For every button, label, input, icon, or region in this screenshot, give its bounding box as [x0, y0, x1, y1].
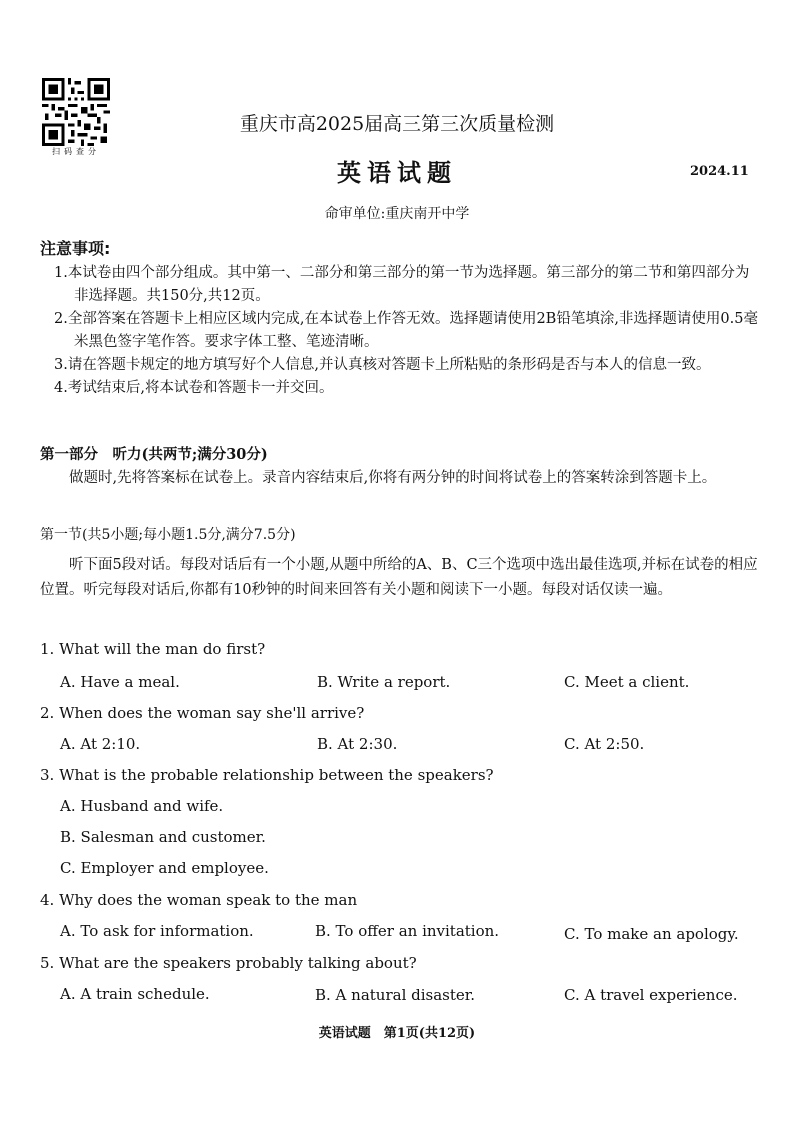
- option-a: A. At 2:10.: [60, 735, 141, 753]
- section1-intro: 听下面5段对话。每段对话后有一个小题,从题中所给的A、B、C三个选项中选出最佳选项,并标在试卷的相应位置。听完每段对话后,你都有10秒钟的时间来回答有关小题和阅读下一小题。每段对话仅读一遍。: [40, 557, 758, 598]
- option-b: B. To offer an invitation.: [315, 922, 500, 940]
- question-stem: 3. What is the probable relationship between the speakers?: [40, 766, 494, 784]
- qr-caption: 扫码查分: [52, 147, 100, 156]
- option-c: C. Employer and employee.: [60, 859, 269, 877]
- question-stem: 1. What will the man do first?: [40, 640, 266, 658]
- option-b: B. A natural disaster.: [315, 986, 476, 1004]
- notice-item: 4.考试结束后,将本试卷和答题卡一并交回。: [54, 380, 334, 396]
- option-b: B. Salesman and customer.: [60, 828, 266, 846]
- notice-item: 1.本试卷由四个部分组成。其中第一、二部分和第三部分的第一节为选择题。第三部分的第二节和第四部分为非选择题。共150分,共12页。: [54, 265, 750, 304]
- subject-title: 英语试题: [337, 159, 457, 187]
- setter-unit: 命审单位:重庆南开中学: [324, 206, 470, 222]
- page-footer: 英语试题 第1页(共12页): [318, 1026, 476, 1041]
- option-c: C. A travel experience.: [564, 986, 738, 1004]
- option-a: A. Have a meal.: [60, 673, 180, 691]
- option-a: A. To ask for information.: [60, 922, 254, 940]
- question-stem: 5. What are the speakers probably talking about?: [40, 954, 417, 972]
- notice-item: 3.请在答题卡规定的地方填写好个人信息,并认真核对答题卡上所粘贴的条形码是否与本人的信息一致。: [54, 357, 711, 373]
- section1-heading: 第一节(共5小题;每小题1.5分,满分7.5分): [40, 527, 296, 543]
- notice-item: 2.全部答案在答题卡上相应区域内完成,在本试卷上作答无效。选择题请使用2B铅笔填涂,非选择题请使用0.5毫米黑色签字笔作答。要求字体工整、笔迹清晰。: [54, 311, 758, 350]
- option-b: B. At 2:30.: [317, 735, 398, 753]
- option-a: A. Husband and wife.: [60, 797, 224, 815]
- part1-heading: 第一部分 听力(共两节;满分30分): [40, 446, 268, 463]
- option-b: B. Write a report.: [317, 673, 451, 691]
- option-c: C. At 2:50.: [564, 735, 645, 753]
- option-a: A. A train schedule.: [60, 985, 210, 1003]
- question-stem: 4. Why does the woman speak to the man: [40, 891, 358, 909]
- notice-list: [40, 262, 762, 400]
- notice-heading: 注意事项:: [40, 239, 111, 258]
- option-c: C. To make an apology.: [564, 925, 739, 943]
- option-c: C. Meet a client.: [564, 673, 690, 691]
- exam-title: 重庆市高2025届高三第三次质量检测: [239, 113, 555, 135]
- exam-date: 2024.11: [690, 164, 749, 179]
- part1-intro: 做题时,先将答案标在试卷上。录音内容结束后,你将有两分钟的时间将试卷上的答案转涂到答题卡上。: [69, 470, 717, 486]
- question-stem: 2. When does the woman say she'll arrive?: [40, 704, 365, 722]
